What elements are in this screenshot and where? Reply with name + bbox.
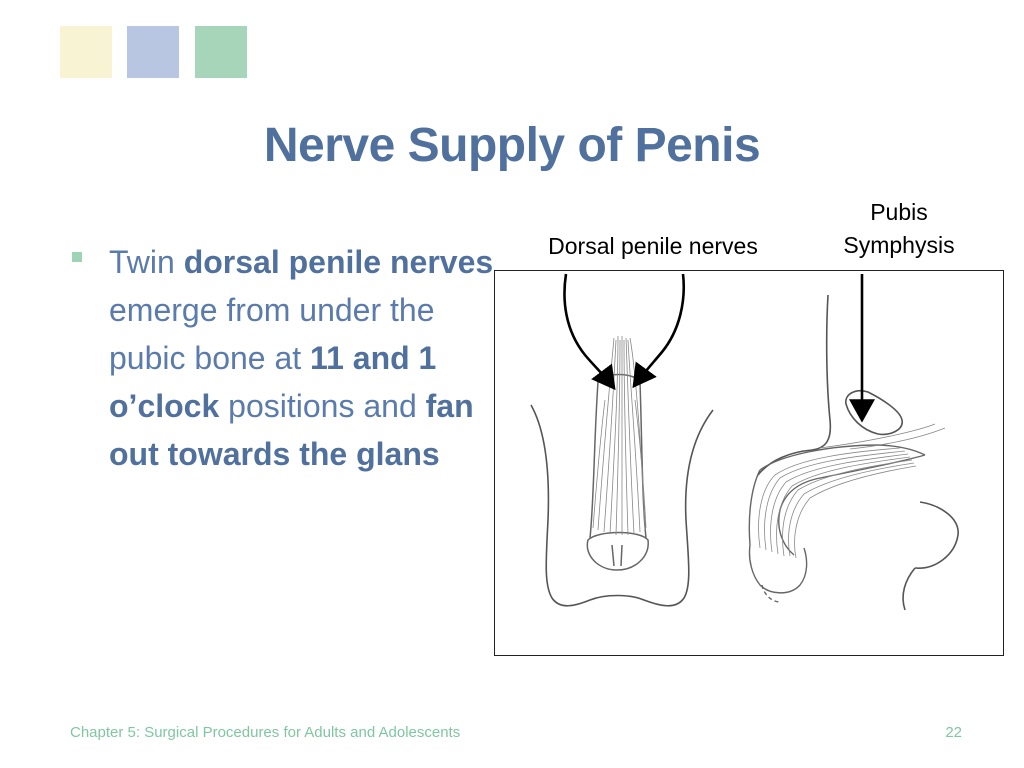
label-pubis-line1: Pubis bbox=[870, 199, 928, 225]
bullet-bold-2: 11 and 1 o’clock bbox=[109, 340, 437, 424]
callout-arrows bbox=[564, 274, 862, 420]
arrow-right-nerve bbox=[634, 274, 684, 386]
arrow-left-nerve bbox=[564, 274, 614, 388]
footer-chapter: Chapter 5: Surgical Procedures for Adults and Adolescents bbox=[70, 724, 461, 741]
bullet-bold-1: dorsal penile nerves bbox=[183, 244, 494, 280]
label-pubis-line2: Symphysis bbox=[843, 232, 955, 258]
bullet-text-1: Twin bbox=[109, 244, 184, 280]
label-dorsal-penile-nerves: Dorsal penile nerves bbox=[548, 233, 758, 259]
front-view-nerve-fibres bbox=[593, 336, 646, 535]
slide-title: Nerve Supply of Penis bbox=[263, 119, 761, 172]
side-view-shaft bbox=[749, 445, 925, 602]
footer-page-number: 22 bbox=[945, 724, 962, 741]
bullet-bold-3: fan out towards the glans bbox=[109, 388, 474, 472]
side-view-nerve-fibres bbox=[759, 424, 945, 558]
bullet-text-3: positions and bbox=[219, 388, 426, 424]
bullet-text-2: emerge from under the pubic bone at bbox=[109, 292, 435, 376]
